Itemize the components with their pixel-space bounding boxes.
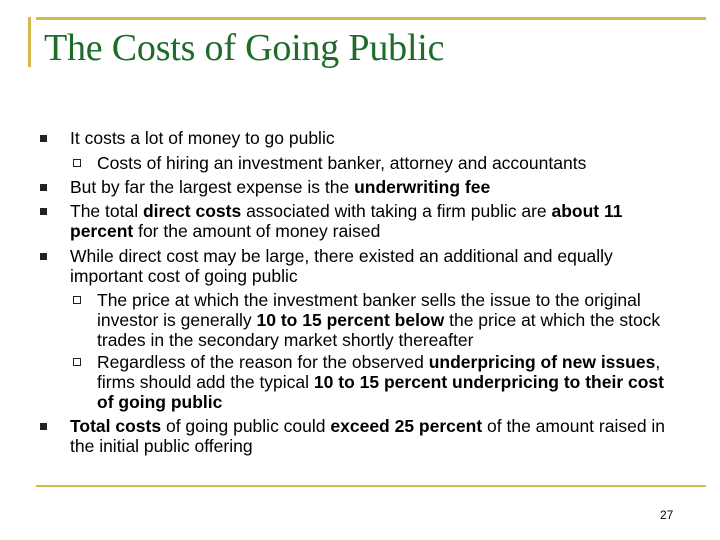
sub-bullet-item	[40, 290, 680, 350]
page-number: 27	[660, 508, 674, 522]
bullet-item	[40, 246, 680, 286]
bullet-text: Total costs of going public could exceed 25 percent of the amount raised in the initial public offering	[70, 416, 666, 456]
square-bullet-icon	[40, 135, 47, 142]
sub-bullet-text: Costs of hiring an investment banker, attorney and accountants	[97, 153, 587, 173]
bottom-border-line	[36, 485, 706, 487]
bullet-item	[40, 128, 680, 148]
square-bullet-icon	[40, 184, 47, 191]
bullet-item	[40, 416, 680, 456]
slide-title: The Costs of Going Public	[44, 27, 445, 69]
bullet-text: But by far the largest expense is the underwriting fee	[70, 177, 491, 197]
sub-bullet-item	[40, 352, 680, 412]
hollow-square-bullet-icon	[73, 358, 81, 366]
bullet-text: The total direct costs associated with taking a firm public are about 11 percent for the amount of money raised	[70, 201, 623, 241]
square-bullet-icon	[40, 253, 47, 260]
sub-bullet-text: Regardless of the reason for the observed underpricing of new issues, firms should add the typical 10 to 15 percent underpricing to their cost of going public	[97, 352, 664, 412]
bullet-item	[40, 201, 680, 241]
left-border-line	[28, 17, 31, 67]
hollow-square-bullet-icon	[73, 296, 81, 304]
square-bullet-icon	[40, 208, 47, 215]
top-border-line	[36, 17, 706, 20]
sub-bullet-item	[40, 153, 680, 173]
square-bullet-icon	[40, 423, 47, 430]
bullet-text: It costs a lot of money to go public	[70, 128, 335, 148]
bullet-text: While direct cost may be large, there existed an additional and equally important cost of going public	[70, 246, 613, 286]
sub-bullet-text: The price at which the investment banker sells the issue to the original investor is generally 10 to 15 percent below the price at which the stock trades in the secondary market shortly thereafter	[97, 290, 661, 350]
slide-content	[40, 128, 680, 456]
hollow-square-bullet-icon	[73, 159, 81, 167]
bullet-item	[40, 177, 680, 197]
